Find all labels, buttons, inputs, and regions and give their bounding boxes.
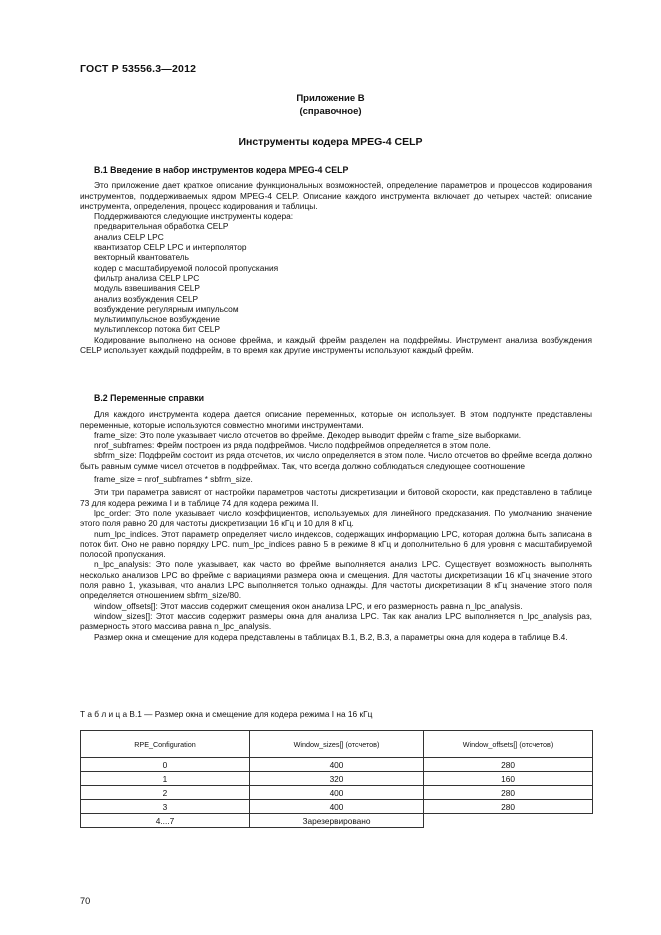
table-cell: 2: [81, 786, 250, 800]
section-2-heading: В.2 Переменные справки: [94, 393, 205, 403]
section-1-closing: Кодирование выполнено на основе фрейма, и каждый фрейм разделен на подфреймы. Инструмент анализа возбуждения CELP использует каждый подфрейм, в то время как другие инструменты используют каждый фрейм.: [80, 334, 592, 356]
table-cell: 1: [81, 772, 250, 786]
section-2-paragraphs: [80, 409, 592, 642]
section-1-heading: В.1 Введение в набор инструментов кодера MPEG-4 CELP: [94, 165, 349, 175]
appendix-title: Приложение В: [296, 93, 365, 104]
appendix-type: (справочное): [299, 106, 362, 117]
tool-list-item: анализ CELP LPC: [94, 231, 164, 242]
header-window-offsets: Window_offsets[] (отсчетов): [424, 731, 593, 758]
table-row: [81, 786, 593, 800]
table-row: [81, 800, 593, 814]
section-2-paragraph: Для каждого инструмента кодера дается описание переменных, которые он использует. В этом подпункте представлены переменные, которые используются совместно многими инструментами.: [80, 409, 592, 430]
tool-list-item: фильтр анализа CELP LPC: [94, 272, 200, 283]
table-row-reserved: [81, 814, 593, 828]
section-2-paragraph: n_lpc_analysis: Это поле указывает, как часто во фрейме выполняется анализ LPC. Существует возможность выполнять несколько анализов LPC во фрейме с вариациями размера окна и смещения. Для частоты дискретизации 16 кГц значение этого поля равно 1, указывая, что анализ LPC выполняется только однажды. Для частоты дискретизации 8 кГц значение этого поля определяется отношением sbfrm_size/80.: [80, 559, 592, 601]
section-2-paragraph: num_lpc_indices. Этот параметр определяет число индексов, содержащих информацию LPC, которая должна быть записана в поток бит. Оно не равно порядку LPC. num_lpc_indices равно 5 в режиме 8 кГц и дополнительно 6 для уровня с масштабируемой полосой пропускания.: [80, 528, 592, 560]
tool-list-item: кодер с масштабируемой полосой пропускания: [94, 262, 279, 273]
table-cell: 4....7: [81, 814, 250, 828]
header-window-sizes: Window_sizes[] (отсчетов): [249, 731, 423, 758]
tool-list-item: анализ возбуждения CELP: [94, 293, 199, 304]
page-number: 70: [80, 896, 91, 906]
table-cell: 280: [424, 786, 593, 800]
table-cell: 400: [249, 786, 423, 800]
section-2-paragraph: frame_size: Это поле указывает число отсчетов во фрейме. Декодер выводит фрейм с frame_size выборками.: [94, 429, 522, 440]
table-cell: Зарезервировано: [249, 814, 423, 828]
tool-list-item: векторный квантователь: [94, 252, 190, 263]
section-1-intro: Это приложение дает краткое описание функциональных возможностей, определение параметров и процессов кодирования инструментов, поддерживаемых ядром MPEG-4 CELP. Описание каждого инструмента включает до четырех частей: описание инструмента, определения, процесс кодирования и таблицы.: [80, 180, 592, 211]
tool-list-item: модуль взвешивания CELP: [94, 283, 200, 294]
header-rpe-configuration: RPE_Configuration: [81, 731, 250, 758]
tool-list-item: квантизатор CELP LPC и интерполятор: [94, 242, 247, 253]
table-cell: 400: [249, 800, 423, 814]
tools-list: [80, 221, 592, 334]
section-2-paragraph: nrof_subframes: Фрейм построен из ряда подфреймов. Число подфреймов определяется в этом поле.: [94, 440, 491, 451]
section-2-paragraph: sbfrm_size: Подфрейм состоит из ряда отсчетов, их число определяется в этом поле. Число отсчетов во фрейме всегда должно быть равным сумме чисел отсчетов в подфреймах. Так, что всегда должно соблюдаться следующее соотношение: [80, 450, 592, 471]
tool-list-item: мультиплексор потока бит CELP: [94, 324, 221, 335]
tools-list-intro: Поддерживаются следующие инструменты кодера:: [94, 211, 294, 222]
table-cell: 3: [81, 800, 250, 814]
table-row: [81, 758, 593, 772]
section-2-paragraph: frame_size = nrof_subframes * sbfrm_size.: [94, 474, 253, 485]
tool-list-item: возбуждение регулярным импульсом: [94, 303, 239, 314]
table-cell: 320: [249, 772, 423, 786]
section-2-paragraph: window_sizes[]: Этот массив содержит размеры окна для анализа LPC. Так как анализ LPC выполняется n_lpc_analysis раз, размерность этого массива равна n_lpc_analysis.: [80, 610, 592, 632]
tool-list-item: предварительная обработка CELP: [94, 221, 229, 232]
window-table: [80, 730, 593, 828]
table-cell: 280: [424, 800, 593, 814]
section-1: [80, 165, 592, 355]
section-2-paragraph: Размер окна и смещение для кодера представлены в таблицах В.1, В.2, В.3, а параметры окна для кодера в таблице В.4.: [94, 631, 568, 642]
tool-list-item: мультиимпульсное возбуждение: [94, 314, 220, 325]
section-2: [80, 393, 592, 642]
section-2-paragraph: Эти три параметра зависят от настройки параметров частоты дискретизации и битовой скорости, как представлено в таблице 73 для кодера режима I и в таблице 74 для кодера режима II.: [80, 487, 592, 508]
table-cell: 280: [424, 758, 593, 772]
table-header-row: [81, 731, 593, 758]
table-cell-empty: [424, 814, 593, 828]
section-2-paragraph: window_offsets[]: Этот массив содержит смещения окон анализа LPC, и его размерность равна n_lpc_analysis.: [94, 600, 523, 611]
table-cell: 0: [81, 758, 250, 772]
table-cell: 160: [424, 772, 593, 786]
table-caption: Т а б л и ц а В.1 — Размер окна и смещение для кодера режима I на 16 кГц: [80, 709, 373, 719]
section-2-paragraph: lpc_order: Это поле указывает число коэффициентов, используемых для линейного предсказания. По умолчанию значение этого поля равно 20 для частоты дискретизации 16 кГц и 10 для 8 кГц.: [80, 507, 592, 529]
table-row: [81, 772, 593, 786]
document-title: Инструменты кодера MPEG-4 CELP: [238, 136, 423, 148]
standard-number: ГОСТ Р 53556.3—2012: [80, 63, 197, 75]
table-cell: 400: [249, 758, 423, 772]
